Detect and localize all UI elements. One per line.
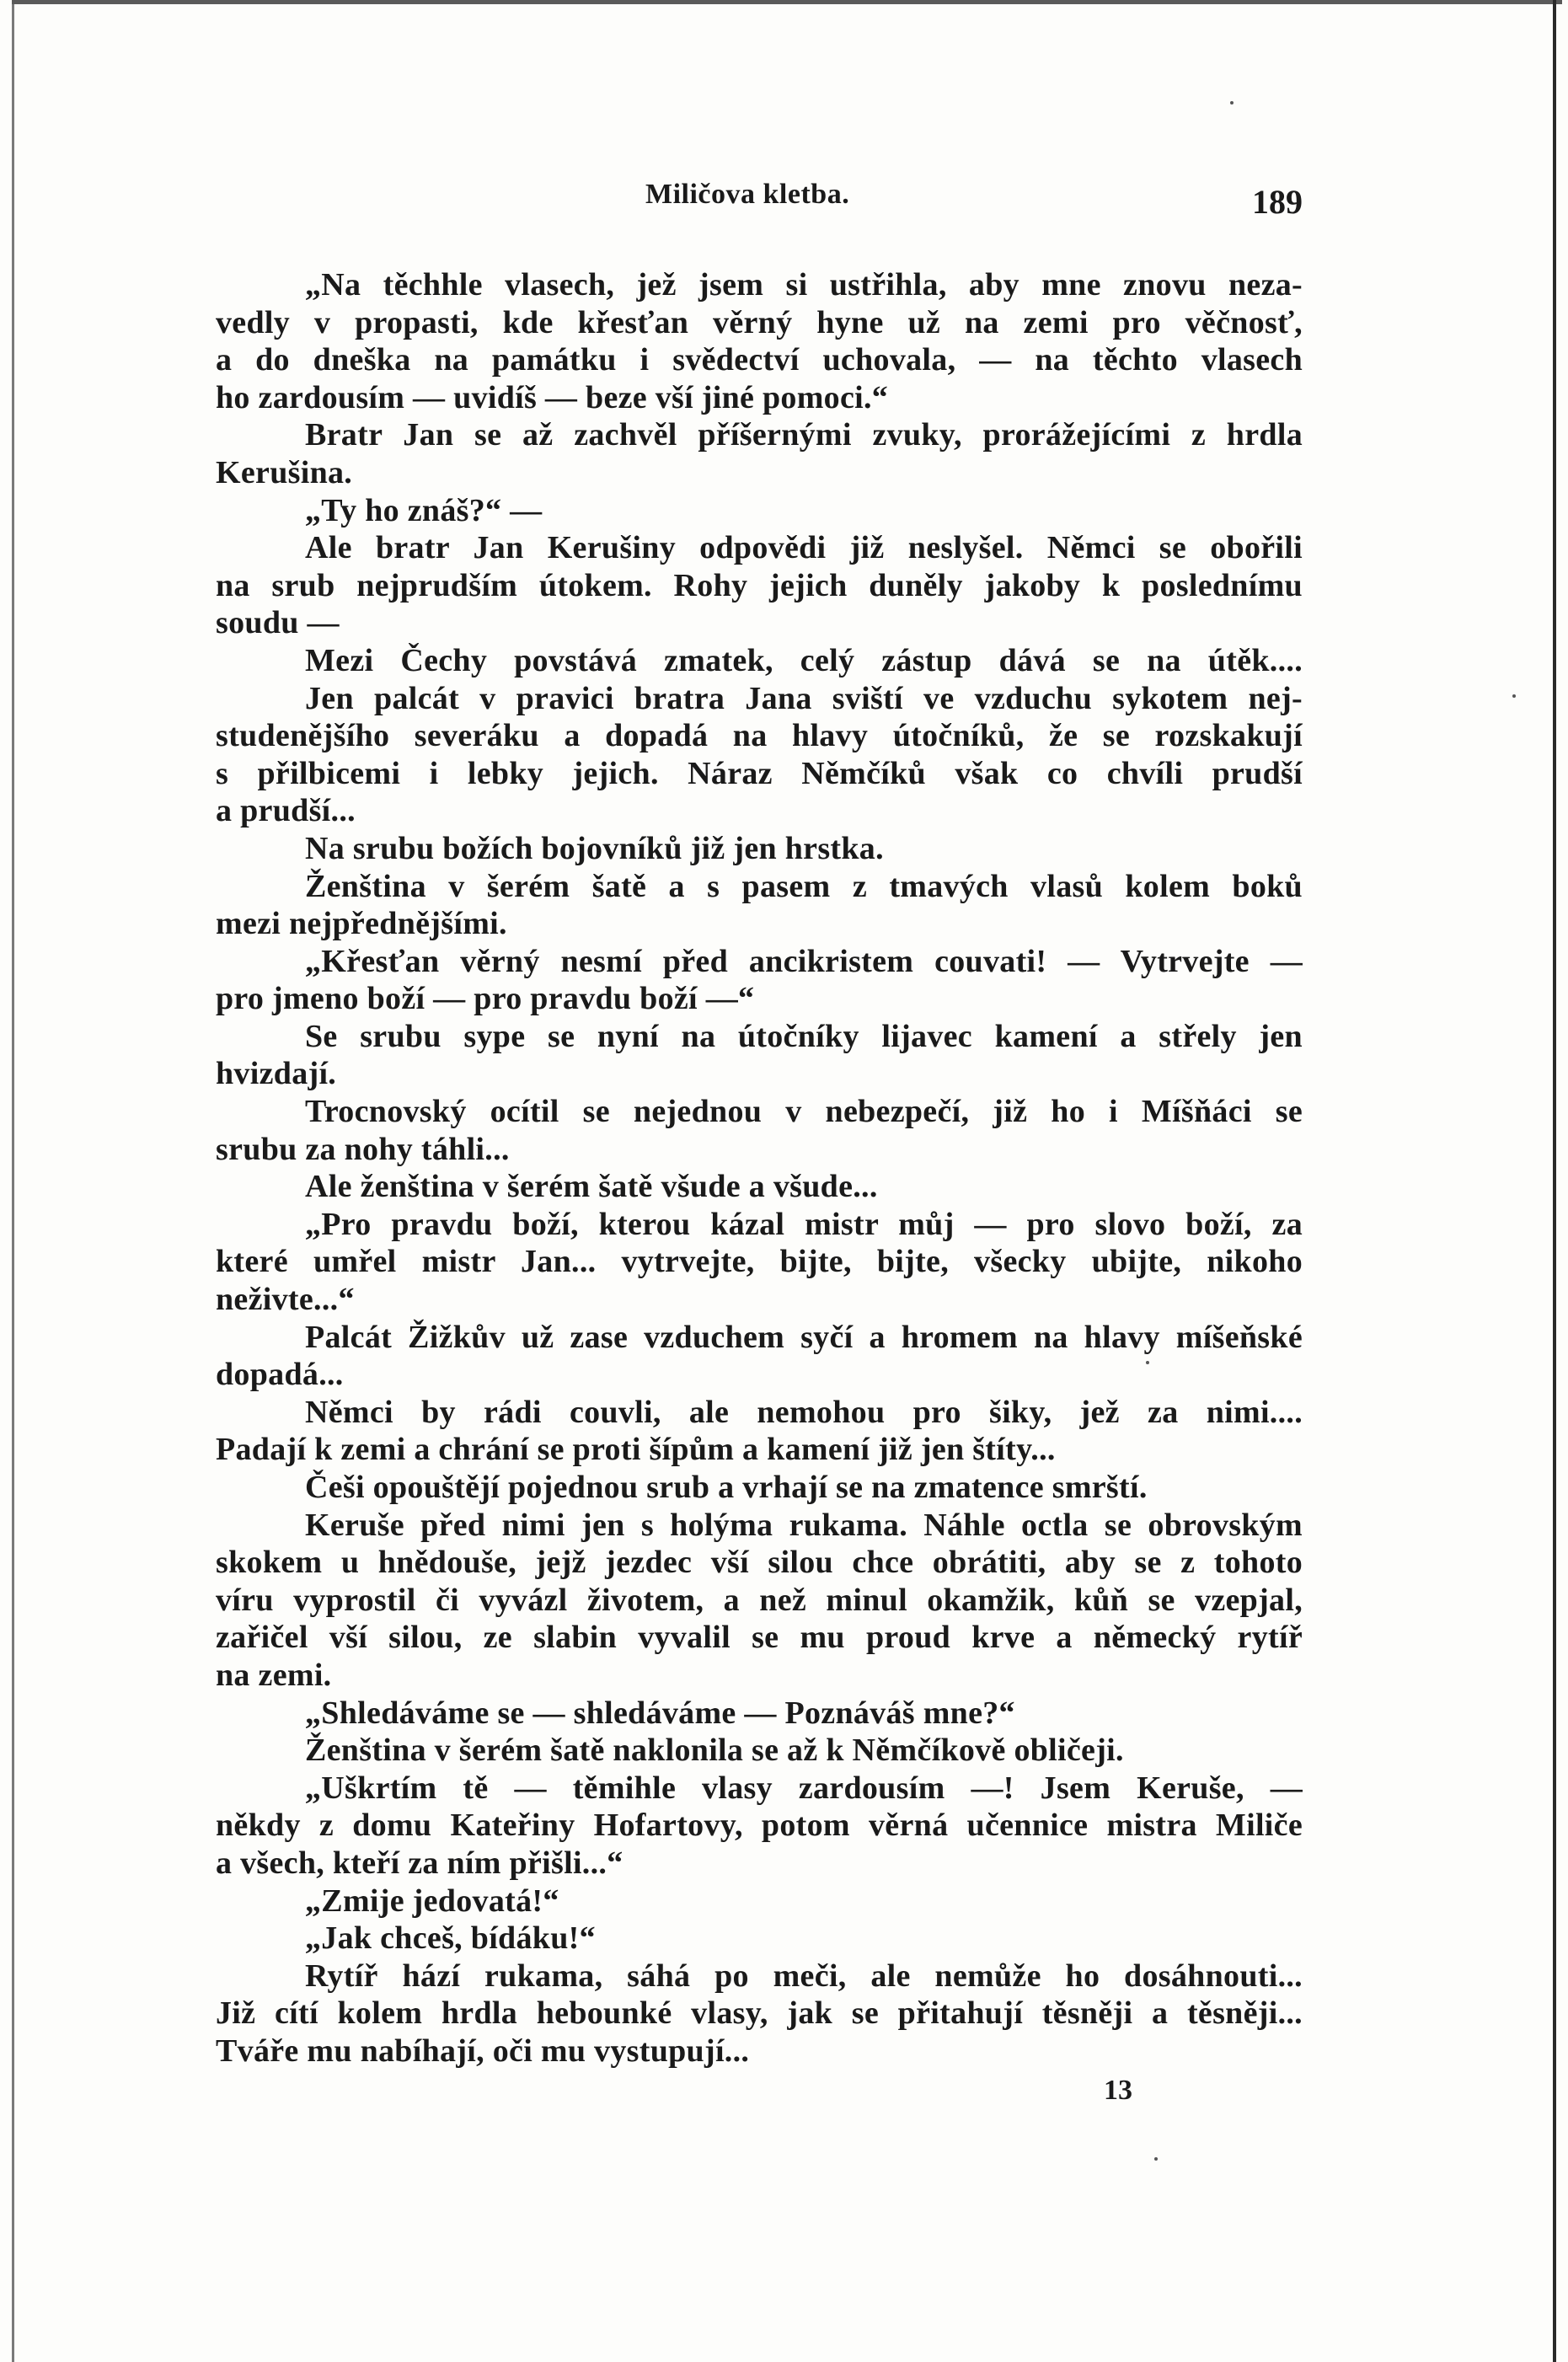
text-line: Padají k zemi a chrání se proti šípům a kamení již jen štíty... [216, 1432, 1056, 1468]
text-line: Češi opouštějí pojednou srub a vrhají se na zmatence smrští. [305, 1470, 1148, 1505]
text-line: soudu — [216, 605, 340, 641]
text-line: Se srubu sype se nyní na útočníky lijavec kamení a střely jen [305, 1018, 1303, 1054]
text-line: „Na těchhle vlasech, jež jsem si ustřihla, aby mne znovu neza- [305, 267, 1303, 303]
text-line: Bratr Jan se až zachvěl příšernými zvuky, prorážejícími z hrdla [305, 417, 1303, 453]
text-line: víru vyprostil či vyvázl životem, a než minul okamžik, kůň se vzepjal, [216, 1582, 1303, 1618]
text-line: Ženština v šerém šatě a s pasem z tmavých vlasů kolem boků [305, 868, 1303, 904]
body-text [216, 266, 1303, 2070]
text-line: „Pro pravdu boží, kterou kázal mistr můj — pro slovo boží, za [305, 1206, 1303, 1242]
text-line: a všech, kteří za ním přišli...“ [216, 1845, 623, 1881]
text-line: a do dneška na památku i svědectví uchovala, — na těchto vlasech [216, 342, 1303, 378]
text-line: Již cítí kolem hrdla hebounké vlasy, jak se přitahují těsněji a těsněji... [216, 1995, 1303, 2032]
text-line: studenějšího severáku a dopadá na hlavy útočníků, že se rozskakují [216, 718, 1303, 754]
text-line: „Zmije jedovatá!“ [305, 1883, 559, 1919]
scan-left-edge [12, 0, 14, 2362]
text-line: někdy z domu Kateřiny Hofartovy, potom věrná učennice mistra Miliče [216, 1808, 1303, 1844]
text-line: ho zardousím — uvidíš — beze vší jiné pomoci.“ [216, 379, 889, 415]
scan-top-edge [12, 0, 1562, 4]
scan-right-edge [1553, 0, 1556, 2362]
text-line: s přilbicemi i lebky jejich. Náraz Němčíků však co chvíli prudší [216, 755, 1303, 791]
text-line: „Křesťan věrný nesmí před ancikristem couvati! — Vytrvejte — [305, 943, 1303, 979]
scan-speck [1146, 1361, 1149, 1364]
text-line: hvizdají. [216, 1056, 337, 1092]
text-line: pro jmeno boží — pro pravdu boží —“ [216, 981, 755, 1017]
text-line: „Uškrtím tě — těmihle vlasy zardousím —! Jsem Keruše, — [305, 1770, 1303, 1806]
text-line: „Ty ho znáš?“ — [305, 492, 543, 528]
text-line: Na srubu božích bojovníků již jen hrstka. [305, 830, 884, 866]
text-line: neživte...“ [216, 1282, 355, 1318]
text-line: Trocnovský ocítil se nejednou v nebezpečí, již ho i Míšňáci se [305, 1094, 1303, 1130]
text-line: Rytíř hází rukama, sáhá po meči, ale nemůže ho dosáhnouti... [305, 1958, 1303, 1994]
text-line: Kerušina. [216, 454, 353, 490]
text-line: vedly v propasti, kde křesťan věrný hyne už na zemi pro věčnosť, [216, 304, 1303, 340]
text-line: Ale ženština v šerém šatě všude a všude... [305, 1169, 878, 1205]
text-line: Palcát Žižkův už zase vzduchem syčí a hromem na hlavy míšeňské [305, 1319, 1303, 1355]
running-title: Miličova kletba. [645, 179, 850, 210]
text-line: Ženština v šerém šatě naklonila se až k Němčíkově obličeji. [305, 1733, 1124, 1769]
printer-signature: 13 [1104, 2075, 1132, 2106]
text-line: dopadá... [216, 1357, 344, 1393]
text-line: a prudší... [216, 793, 356, 829]
text-line: Jen palcát v pravici bratra Jana sviští ve vzduchu sykotem nej- [305, 680, 1303, 716]
text-line: na zemi. [216, 1657, 332, 1693]
text-line: Tváře mu nabíhají, oči mu vystupují... [216, 2033, 750, 2069]
page-header [216, 179, 1303, 229]
text-line: na srub nejprudším útokem. Rohy jejich duněly jakoby k poslednímu [216, 567, 1303, 603]
text-line: „Jak chceš, bídáku!“ [305, 1920, 596, 1957]
scan-speck [1230, 101, 1234, 104]
text-line: zařičel vší silou, ze slabin vyvalil se mu proud krve a německý rytíř [216, 1620, 1303, 1656]
text-line: skokem u hnědouše, jejž jezdec vší silou chce obrátiti, aby se z tohoto [216, 1545, 1303, 1581]
text-line: Keruše před nimi jen s holýma rukama. Náhle octla se obrovským [305, 1507, 1303, 1543]
text-line: Němci by rádi couvli, ale nemohou pro šiky, jež za nimi.... [305, 1394, 1303, 1430]
text-line: srubu za nohy táhli... [216, 1131, 510, 1167]
text-line: „Shledáváme se — shledáváme — Poznáváš mne?“ [305, 1695, 1015, 1731]
scan-speck [1154, 2157, 1158, 2161]
text-line: mezi nejpřednějšími. [216, 906, 507, 942]
scan-speck [1512, 694, 1516, 698]
text-line: Mezi Čechy povstává zmatek, celý zástup dává se na útěk.... [305, 642, 1303, 678]
text-line: Ale bratr Jan Kerušiny odpovědi již neslyšel. Němci se obořili [305, 530, 1303, 566]
text-line: které umřel mistr Jan... vytrvejte, bijte, bijte, všecky ubijte, nikoho [216, 1244, 1303, 1280]
page-number: 189 [1252, 183, 1303, 221]
